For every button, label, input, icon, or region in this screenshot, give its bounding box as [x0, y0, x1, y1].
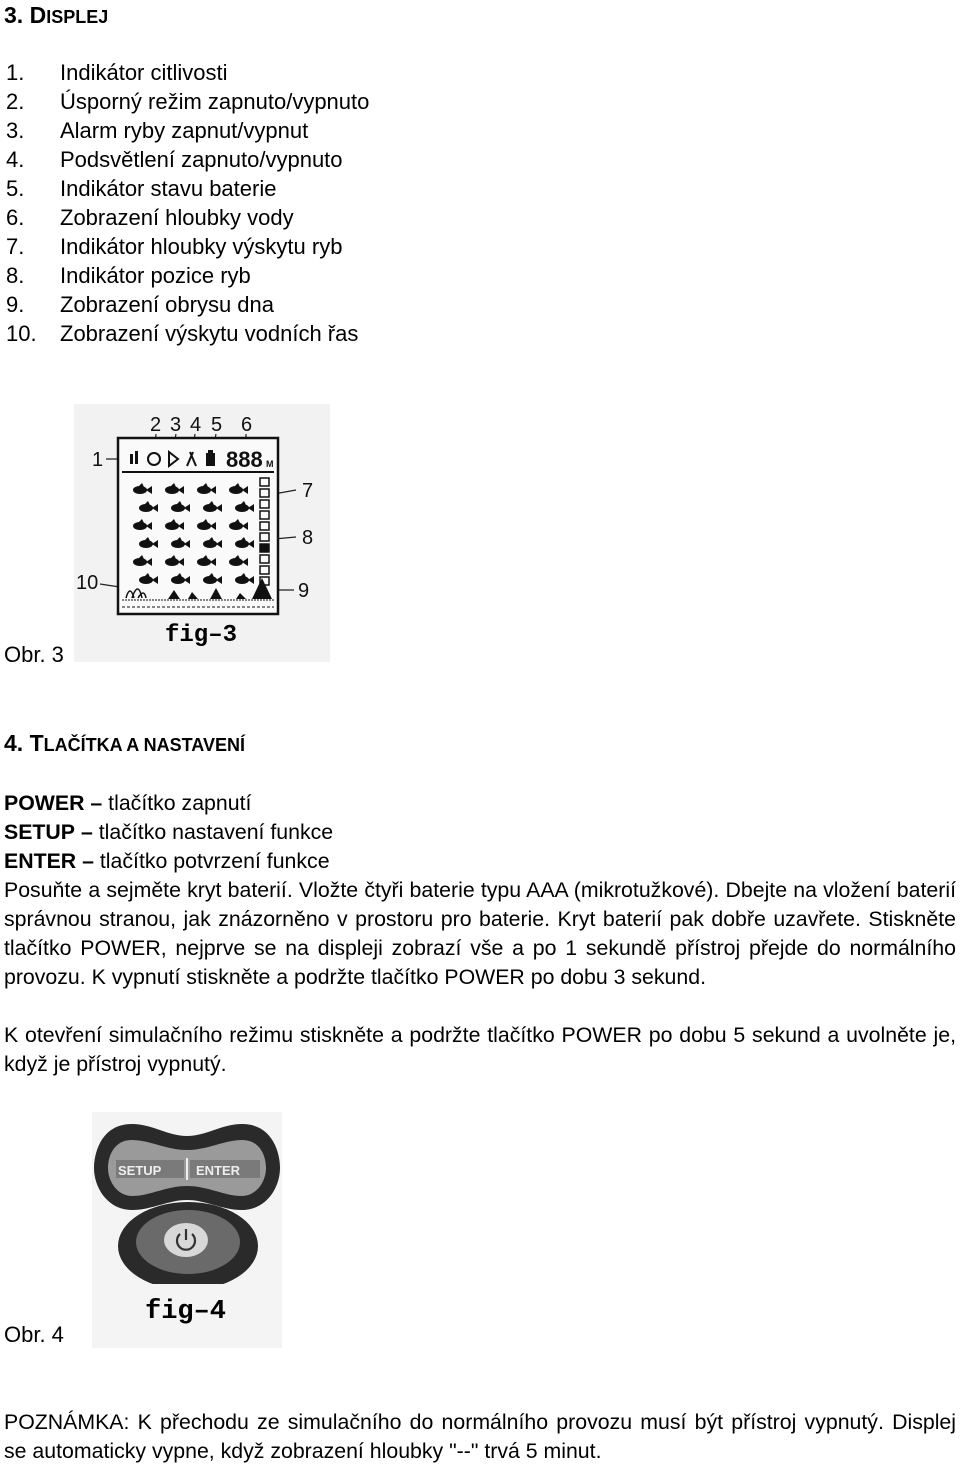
section-4-title-first: T — [29, 730, 44, 756]
section-3-heading — [4, 2, 108, 29]
feature-list-number: 6. — [6, 205, 25, 230]
enter-button-definition: ENTER – tlačítko potvrzení funkce — [4, 849, 330, 873]
feature-list-text: Zobrazení výskytu vodních řas — [60, 321, 359, 346]
section-3-title-first: D — [29, 2, 47, 28]
feature-list-number: 4. — [6, 147, 25, 172]
figure-4-label: fig–4 — [145, 1297, 227, 1327]
feature-list-item — [6, 319, 369, 348]
setup-button-definition: SETUP – tlačítko nastavení funkce — [4, 820, 334, 844]
feature-list-text: Podsvětlení zapnuto/vypnuto — [60, 147, 343, 172]
callout-9: 9 — [298, 580, 310, 602]
feature-list-number: 10. — [6, 321, 37, 346]
feature-list-number: 1. — [6, 60, 25, 85]
feature-list-item — [6, 116, 369, 145]
callout-2: 2 — [150, 414, 162, 436]
feature-list-text: Zobrazení obrysu dna — [60, 292, 275, 317]
power-button-definition: POWER – tlačítko zapnutí — [4, 791, 252, 815]
section-3-title-rest: ISPLEJ — [46, 7, 109, 27]
section-4-heading — [4, 730, 245, 757]
lcd-depth-digits: 888 — [226, 447, 263, 472]
callout-3: 3 — [170, 414, 182, 436]
figure-3-caption: Obr. 3 — [4, 642, 64, 667]
battery-instructions-paragraph: Posuňte a sejměte kryt baterií. Vložte čtyři baterie typu AAA (mikrotužkové). Dbejte na vložení baterií správnou stranou, jak znázorněno v prostoru pro baterie. Kryt baterií pak dobře uzavřete. Stiskněte tlačítko POWER, nejprve se na displeji zobrazí vše a po 1 sekundě přístroj přejde do normálního provozu. K vypnutí stiskněte a podržte tlačítko POWER po dobu 3 sekund. — [4, 878, 956, 989]
callout-8: 8 — [302, 527, 314, 549]
feature-list-item — [6, 174, 369, 203]
simulation-mode-paragraph: K otevření simulačního režimu stiskněte a podržte tlačítko POWER po dobu 5 sekund a uvolněte je, když je přístroj vypnutý. — [4, 1023, 956, 1076]
feature-list-item — [6, 232, 369, 261]
display-feature-list — [6, 58, 369, 348]
button-name-setup: SETUP — [4, 820, 76, 844]
feature-list-text: Indikátor stavu baterie — [60, 176, 277, 201]
feature-list-text: Zobrazení hloubky vody — [60, 205, 294, 230]
feature-list-number: 2. — [6, 89, 25, 114]
callout-6: 6 — [241, 414, 253, 436]
callout-4: 4 — [190, 414, 202, 436]
callout-1: 1 — [92, 449, 104, 471]
feature-list-text: Indikátor citlivosti — [60, 60, 228, 85]
figure-3-label: fig–3 — [165, 622, 238, 649]
feature-list-number: 9. — [6, 292, 25, 317]
section-4-number: 4. — [4, 730, 24, 756]
feature-list-item — [6, 58, 369, 87]
enter-button-text: ENTER — [196, 1163, 241, 1178]
feature-list-item — [6, 290, 369, 319]
feature-list-text: Úsporný režim zapnuto/vypnuto — [60, 89, 370, 114]
feature-list-number: 8. — [6, 263, 25, 288]
lcd-depth-unit: M — [266, 459, 274, 469]
figure-4-caption: Obr. 4 — [4, 1322, 64, 1347]
callout-7: 7 — [302, 480, 314, 502]
section-4-title-rest: LAČÍTKA A NASTAVENÍ — [43, 735, 245, 755]
button-name-enter: ENTER — [4, 849, 77, 873]
callout-10: 10 — [76, 572, 99, 594]
section-3-number: 3. — [4, 2, 24, 28]
feature-list-item — [6, 145, 369, 174]
feature-list-text: Indikátor hloubky výskytu ryb — [60, 234, 343, 259]
feature-list-number: 7. — [6, 234, 25, 259]
feature-list-number: 3. — [6, 118, 25, 143]
feature-list-item — [6, 261, 369, 290]
note-paragraph: POZNÁMKA: K přechodu ze simulačního do normálního provozu musí být přístroj vypnutý. Displej se automaticky vypne, když zobrazení hloubky "--" trvá 5 minut. — [4, 1410, 956, 1463]
setup-button-text: SETUP — [118, 1163, 162, 1178]
depth-segment — [260, 544, 269, 552]
feature-list-text: Indikátor pozice ryb — [60, 263, 251, 288]
feature-list-item — [6, 87, 369, 116]
callout-5: 5 — [211, 414, 223, 436]
battery-icon — [206, 453, 215, 466]
feature-list-number: 5. — [6, 176, 25, 201]
feature-list-text: Alarm ryby zapnut/vypnut — [60, 118, 309, 143]
button-name-power: POWER — [4, 791, 85, 815]
feature-list-item — [6, 203, 369, 232]
